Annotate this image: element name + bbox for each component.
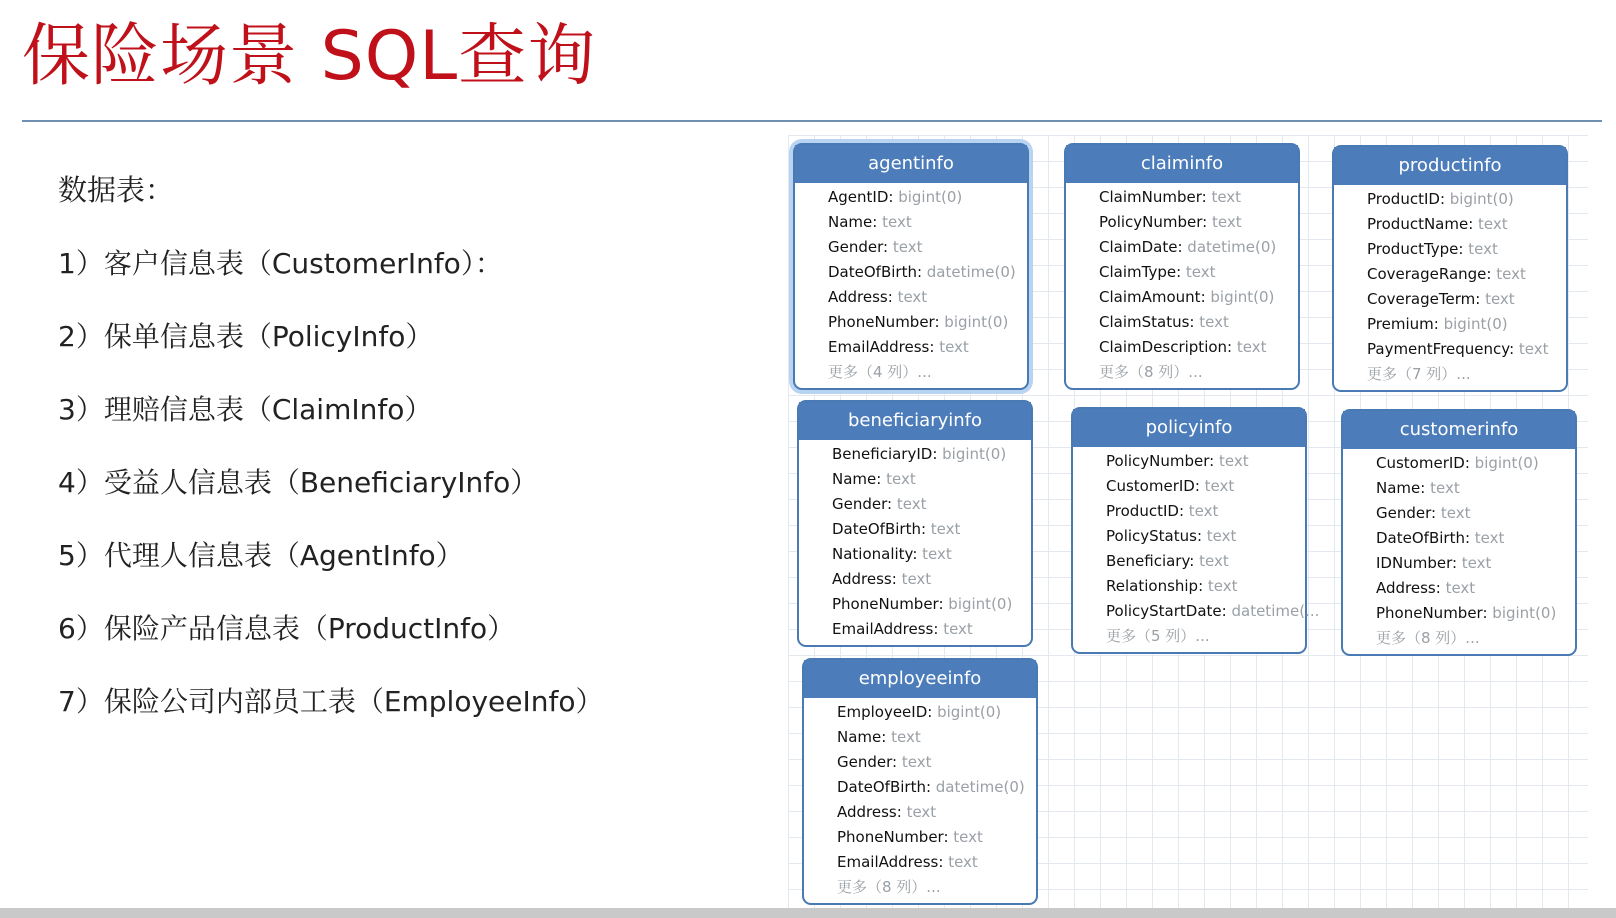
- entity-field-row[interactable]: [1334, 312, 1566, 337]
- field-type: text: [1445, 579, 1476, 597]
- entity-field-row[interactable]: [1073, 474, 1305, 499]
- entity-employeeinfo[interactable]: [802, 658, 1038, 905]
- field-separator: :: [1451, 554, 1462, 572]
- field-type: text: [1211, 188, 1242, 206]
- field-name: AgentID: [828, 188, 889, 206]
- field-separator: :: [925, 778, 936, 796]
- field-name: Gender: [828, 238, 884, 256]
- entity-field-row[interactable]: [804, 725, 1036, 750]
- entity-field-row[interactable]: [795, 310, 1027, 335]
- field-name: ProductType: [1367, 240, 1459, 258]
- field-name: Relationship: [1106, 577, 1199, 595]
- field-name: Address: [828, 288, 888, 306]
- entity-field-row[interactable]: [799, 467, 1031, 492]
- field-type: datetime(...: [1231, 602, 1320, 620]
- field-separator: :: [1482, 604, 1493, 622]
- field-type: text: [1204, 477, 1235, 495]
- table-list-item: 3）理赔信息表（ClaimInfo）: [58, 393, 433, 426]
- field-name: DateOfBirth: [837, 778, 926, 796]
- entity-field-row[interactable]: [799, 442, 1031, 467]
- field-separator: :: [887, 288, 898, 306]
- field-separator: :: [943, 828, 954, 846]
- field-separator: :: [916, 263, 927, 281]
- title-divider: [22, 120, 1602, 122]
- entity-field-row[interactable]: [799, 542, 1031, 567]
- field-name: PaymentFrequency: [1367, 340, 1510, 358]
- more-columns-link[interactable]: 更多（8 列）...: [1099, 363, 1203, 381]
- field-type: text: [901, 570, 932, 588]
- field-separator: :: [1439, 190, 1450, 208]
- field-type: text: [1474, 529, 1505, 547]
- field-type: text: [943, 620, 973, 638]
- field-separator: :: [934, 313, 945, 331]
- field-type: text: [1468, 240, 1498, 258]
- table-list-item: 7）保险公司内部员工表（EmployeeInfo）: [58, 685, 604, 718]
- more-columns-link[interactable]: 更多（5 列）...: [1106, 627, 1210, 645]
- entity-field-row[interactable]: [1343, 601, 1575, 626]
- entity-field-row[interactable]: [795, 260, 1027, 285]
- field-separator: :: [1201, 188, 1212, 206]
- field-separator: :: [932, 445, 943, 463]
- field-type: datetime(0): [935, 778, 1025, 796]
- bottom-bar: [0, 908, 1616, 918]
- field-separator: :: [888, 188, 899, 206]
- field-separator: :: [920, 520, 931, 538]
- field-type: text: [882, 213, 912, 231]
- field-name: ClaimType: [1099, 263, 1177, 281]
- entity-field-row[interactable]: [1073, 449, 1305, 474]
- entity-field-row[interactable]: [1066, 285, 1298, 310]
- field-separator: :: [891, 570, 902, 588]
- field-name: IDNumber: [1376, 554, 1452, 572]
- entity-field-row[interactable]: [1066, 210, 1298, 235]
- field-separator: :: [1464, 454, 1475, 472]
- field-separator: :: [1178, 502, 1189, 520]
- field-name: Name: [832, 470, 877, 488]
- entity-field-row[interactable]: [1066, 260, 1298, 285]
- field-name: ClaimStatus: [1099, 313, 1190, 331]
- entity-field-row[interactable]: [799, 492, 1031, 517]
- field-name: Address: [832, 570, 892, 588]
- entity-header[interactable]: beneficiaryinfo: [799, 402, 1031, 440]
- field-separator: :: [896, 803, 907, 821]
- field-name: ProductID: [1367, 190, 1440, 208]
- field-type: text: [886, 470, 916, 488]
- entity-field-row[interactable]: [795, 335, 1027, 360]
- field-separator: :: [881, 728, 892, 746]
- field-type: text: [897, 288, 928, 306]
- entity-field-row[interactable]: [795, 235, 1027, 260]
- field-separator: :: [1189, 552, 1200, 570]
- entity-field-row[interactable]: [795, 285, 1027, 310]
- field-type: bigint(0): [1210, 288, 1275, 306]
- entity-field-row[interactable]: [1343, 526, 1575, 551]
- field-name: Address: [837, 803, 897, 821]
- field-separator: :: [1200, 288, 1211, 306]
- entity-field-row[interactable]: [1334, 187, 1566, 212]
- field-name: EmployeeID: [837, 703, 928, 721]
- entity-field-row[interactable]: [1066, 335, 1298, 360]
- field-separator: :: [1433, 315, 1444, 333]
- table-list-item: 1）客户信息表（CustomerInfo）：: [58, 247, 503, 280]
- entity-field-row[interactable]: [799, 517, 1031, 542]
- entity-field-list: [1066, 183, 1298, 388]
- more-columns-link[interactable]: 更多（4 列）...: [828, 363, 932, 381]
- entity-beneficiaryinfo[interactable]: [797, 400, 1033, 647]
- field-separator: :: [1194, 477, 1205, 495]
- field-type: text: [906, 803, 937, 821]
- entity-field-row[interactable]: [1066, 235, 1298, 260]
- entity-field-row[interactable]: [1334, 262, 1566, 287]
- field-type: text: [901, 753, 932, 771]
- field-name: CustomerID: [1376, 454, 1465, 472]
- field-type: text: [1199, 313, 1229, 331]
- entity-field-list: [1073, 447, 1320, 652]
- entity-field-list: [1343, 449, 1575, 654]
- field-type: bigint(0): [942, 445, 1007, 463]
- field-name: Premium: [1367, 315, 1434, 333]
- table-list-item: 6）保险产品信息表（ProductInfo）: [58, 612, 516, 645]
- field-name: Gender: [832, 495, 888, 513]
- field-separator: :: [1435, 579, 1446, 597]
- entity-field-row[interactable]: [804, 825, 1036, 850]
- field-separator: :: [876, 470, 887, 488]
- field-type: text: [892, 238, 923, 256]
- field-type: text: [953, 828, 983, 846]
- entity-field-row[interactable]: [1343, 476, 1575, 501]
- entity-header[interactable]: policyinfo: [1073, 409, 1305, 447]
- more-columns-link[interactable]: 更多（8 列）...: [837, 878, 941, 896]
- field-name: Name: [837, 728, 882, 746]
- field-separator: :: [1176, 263, 1186, 281]
- field-name: EmailAddress: [837, 853, 939, 871]
- field-separator: :: [1431, 504, 1441, 522]
- field-type: bigint(0): [1474, 454, 1539, 472]
- field-type: text: [1461, 554, 1492, 572]
- field-name: PhoneNumber: [828, 313, 935, 331]
- entity-field-row[interactable]: [1066, 310, 1298, 335]
- entity-field-row[interactable]: [1343, 576, 1575, 601]
- entity-field-row[interactable]: [1343, 451, 1575, 476]
- field-type: text: [896, 495, 927, 513]
- field-name: DateOfBirth: [832, 520, 921, 538]
- field-type: datetime(0): [1187, 238, 1277, 256]
- entity-field-row[interactable]: [1066, 185, 1298, 210]
- field-separator: :: [1209, 452, 1219, 470]
- field-separator: :: [1221, 602, 1232, 620]
- field-separator: :: [1486, 265, 1497, 283]
- entity-field-row[interactable]: [804, 800, 1036, 825]
- table-list-item: 2）保单信息表（PolicyInfo）: [58, 320, 434, 353]
- field-name: PhoneNumber: [837, 828, 944, 846]
- field-type: text: [1207, 577, 1238, 595]
- entity-field-row[interactable]: [804, 775, 1036, 800]
- field-separator: :: [933, 620, 944, 638]
- field-separator: :: [927, 703, 938, 721]
- field-name: PhoneNumber: [832, 595, 939, 613]
- table-list: [58, 246, 603, 757]
- entity-productinfo[interactable]: [1332, 145, 1568, 392]
- more-columns-link[interactable]: 更多（7 列）...: [1367, 365, 1471, 383]
- field-type: text: [922, 545, 952, 563]
- entity-field-row[interactable]: [1334, 337, 1566, 362]
- entity-header[interactable]: agentinfo: [795, 145, 1027, 183]
- field-type: text: [1496, 265, 1526, 283]
- field-separator: :: [1189, 313, 1200, 331]
- entity-field-row[interactable]: [1343, 501, 1575, 526]
- field-type: text: [1440, 504, 1471, 522]
- field-type: text: [1185, 263, 1216, 281]
- data-tables-heading: 数据表：: [58, 173, 175, 207]
- field-separator: :: [1227, 338, 1237, 356]
- entity-claiminfo[interactable]: [1064, 143, 1300, 390]
- field-separator: :: [1468, 215, 1479, 233]
- field-separator: :: [1464, 529, 1475, 547]
- field-type: text: [1188, 502, 1219, 520]
- entity-field-row[interactable]: [799, 592, 1031, 617]
- entity-header[interactable]: employeeinfo: [804, 660, 1036, 698]
- field-separator: :: [1420, 479, 1431, 497]
- field-separator: :: [912, 545, 923, 563]
- field-name: Name: [828, 213, 873, 231]
- page-title: 保险场景 SQL查询: [22, 17, 597, 96]
- field-type: text: [1206, 527, 1237, 545]
- entity-field-list: [804, 698, 1036, 903]
- field-name: DateOfBirth: [828, 263, 917, 281]
- field-separator: :: [1196, 527, 1207, 545]
- field-name: PolicyNumber: [1106, 452, 1210, 470]
- field-separator: :: [872, 213, 883, 231]
- field-separator: :: [929, 338, 940, 356]
- field-name: Gender: [1376, 504, 1432, 522]
- field-type: text: [939, 338, 969, 356]
- entity-field-row[interactable]: [795, 185, 1027, 210]
- field-name: Address: [1376, 579, 1436, 597]
- entity-agentinfo[interactable]: [793, 143, 1029, 390]
- field-name: PolicyStartDate: [1106, 602, 1222, 620]
- entity-field-row[interactable]: [795, 210, 1027, 235]
- entity-field-row[interactable]: [1334, 212, 1566, 237]
- entity-field-row[interactable]: [1073, 499, 1305, 524]
- entity-field-row[interactable]: [804, 850, 1036, 875]
- entity-header[interactable]: claiminfo: [1066, 145, 1298, 183]
- field-type: bigint(0): [948, 595, 1013, 613]
- field-type: bigint(0): [898, 188, 963, 206]
- entity-header[interactable]: productinfo: [1334, 147, 1566, 185]
- field-type: text: [1518, 340, 1549, 358]
- field-name: Name: [1376, 479, 1421, 497]
- field-type: text: [930, 520, 961, 538]
- entity-field-row[interactable]: [799, 567, 1031, 592]
- field-separator: :: [1509, 340, 1519, 358]
- field-type: text: [1430, 479, 1460, 497]
- field-type: text: [1236, 338, 1267, 356]
- field-type: text: [948, 853, 978, 871]
- field-separator: :: [883, 238, 893, 256]
- field-name: CustomerID: [1106, 477, 1195, 495]
- entity-field-row[interactable]: [1073, 599, 1320, 624]
- field-name: CoverageTerm: [1367, 290, 1476, 308]
- field-name: BeneficiaryID: [832, 445, 933, 463]
- field-separator: :: [1475, 290, 1486, 308]
- field-separator: :: [1177, 238, 1188, 256]
- more-columns-link[interactable]: 更多（8 列）...: [1376, 629, 1480, 647]
- field-separator: :: [1458, 240, 1469, 258]
- entity-field-row[interactable]: [1334, 287, 1566, 312]
- field-type: datetime(0): [926, 263, 1016, 281]
- field-name: Beneficiary: [1106, 552, 1190, 570]
- field-type: text: [1211, 213, 1242, 231]
- entity-field-row[interactable]: [804, 750, 1036, 775]
- table-list-item: 5）代理人信息表（AgentInfo）: [58, 539, 464, 572]
- entity-field-row[interactable]: [799, 617, 1031, 642]
- field-name: ClaimAmount: [1099, 288, 1201, 306]
- field-type: bigint(0): [1443, 315, 1508, 333]
- field-name: Gender: [837, 753, 893, 771]
- field-separator: :: [938, 595, 949, 613]
- field-name: ClaimDate: [1099, 238, 1178, 256]
- field-separator: :: [1198, 577, 1208, 595]
- entity-field-list: [799, 440, 1031, 645]
- field-separator: :: [938, 853, 949, 871]
- field-separator: :: [887, 495, 897, 513]
- entity-customerinfo[interactable]: [1341, 409, 1577, 656]
- field-type: bigint(0): [944, 313, 1009, 331]
- field-name: PolicyStatus: [1106, 527, 1197, 545]
- field-type: text: [1478, 215, 1508, 233]
- field-type: text: [1199, 552, 1229, 570]
- field-name: PolicyNumber: [1099, 213, 1203, 231]
- entity-field-row[interactable]: [1334, 237, 1566, 262]
- table-list-item: 4）受益人信息表（BeneficiaryInfo）: [58, 466, 539, 499]
- field-type: bigint(0): [937, 703, 1002, 721]
- entity-header[interactable]: customerinfo: [1343, 411, 1575, 449]
- field-type: bigint(0): [1492, 604, 1557, 622]
- field-type: text: [1218, 452, 1249, 470]
- field-name: ClaimNumber: [1099, 188, 1202, 206]
- field-name: DateOfBirth: [1376, 529, 1465, 547]
- field-name: ClaimDescription: [1099, 338, 1228, 356]
- field-name: EmailAddress: [828, 338, 930, 356]
- field-separator: :: [1202, 213, 1212, 231]
- entity-field-list: [1334, 185, 1566, 390]
- field-type: bigint(0): [1449, 190, 1514, 208]
- entity-field-row[interactable]: [1073, 549, 1305, 574]
- field-name: ProductName: [1367, 215, 1469, 233]
- field-name: Nationality: [832, 545, 913, 563]
- field-name: CoverageRange: [1367, 265, 1487, 283]
- field-type: text: [1485, 290, 1515, 308]
- field-name: ProductID: [1106, 502, 1179, 520]
- field-name: EmailAddress: [832, 620, 934, 638]
- field-type: text: [891, 728, 921, 746]
- field-name: PhoneNumber: [1376, 604, 1483, 622]
- entity-field-row[interactable]: [804, 700, 1036, 725]
- field-separator: :: [892, 753, 902, 771]
- entity-field-row[interactable]: [1073, 574, 1305, 599]
- entity-field-row[interactable]: [1343, 551, 1575, 576]
- entity-field-row[interactable]: [1073, 524, 1305, 549]
- entity-field-list: [795, 183, 1027, 388]
- entity-policyinfo[interactable]: [1071, 407, 1320, 654]
